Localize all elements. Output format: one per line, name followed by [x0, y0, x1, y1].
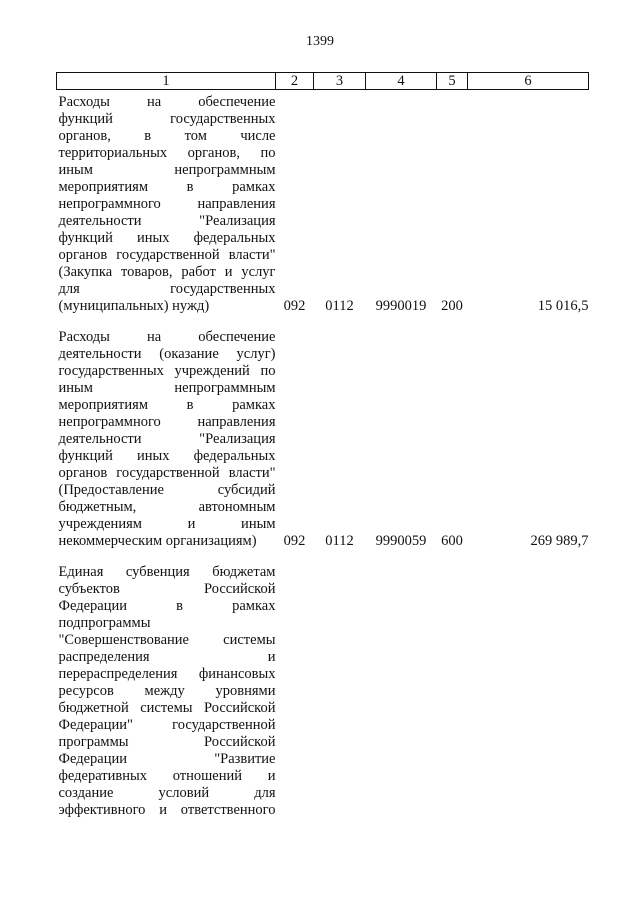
- expense-type-code: 200: [441, 298, 463, 314]
- table-row: [57, 560, 589, 819]
- description-line: перераспределения финансовых: [58, 666, 276, 682]
- table-row: [57, 90, 589, 316]
- description-line: для государственных: [58, 281, 276, 297]
- description-line: "Совершенствование системы: [58, 632, 276, 648]
- description-line: подпрограммы: [58, 615, 151, 631]
- section-code: 0112: [325, 533, 354, 549]
- description-line: создание условий для: [58, 785, 276, 801]
- expense-type-code: [437, 560, 468, 819]
- description-line: органов государственной власти": [58, 465, 276, 481]
- description-line: органов, в том числе: [58, 128, 276, 144]
- description-line: непрограммного направления: [58, 196, 276, 212]
- description-line: программы Российской: [58, 734, 276, 750]
- description-line: федеративных отношений и: [58, 768, 276, 784]
- description-line: иным непрограммным: [58, 380, 276, 396]
- table-header-row: [57, 73, 589, 90]
- amount-value: [468, 560, 589, 819]
- amount-value: 15 016,5: [537, 298, 589, 314]
- description-line: Федерации "Развитие: [58, 751, 276, 767]
- target-code: 9990059: [375, 533, 427, 549]
- column-header-target: 4: [366, 73, 437, 90]
- target-code: 9990019: [375, 298, 427, 314]
- description-line: государственных учреждений по: [58, 363, 276, 379]
- description-line: (муниципальных) нужд): [58, 298, 210, 314]
- row-description: [57, 90, 276, 316]
- description-line: Расходы на обеспечение: [58, 94, 276, 110]
- description-line: деятельности (оказание услуг): [58, 346, 276, 362]
- description-line: Федерации в рамках: [58, 598, 276, 614]
- description-line: функций иных федеральных: [58, 230, 276, 246]
- row-description: [57, 325, 276, 550]
- description-line: ресурсов между уровнями: [58, 683, 276, 699]
- ministry-code: [276, 560, 314, 819]
- description-line: функций иных федеральных: [58, 448, 276, 464]
- description-line: Федерации" государственной: [58, 717, 276, 733]
- column-header-description: 1: [57, 73, 276, 90]
- row-description: [57, 560, 276, 819]
- description-line: бюджетным, автономным: [58, 499, 276, 515]
- budget-table: [56, 72, 589, 819]
- description-line: субъектов Российской: [58, 581, 276, 597]
- description-line: (Предоставление субсидий: [58, 482, 276, 498]
- description-line: территориальных органов, по: [58, 145, 276, 161]
- expense-type-code: 600: [441, 533, 463, 549]
- section-code: [314, 560, 366, 819]
- description-line: функций государственных: [58, 111, 276, 127]
- description-line: учреждениям и иным: [58, 516, 276, 532]
- description-line: эффективного и ответственного: [58, 802, 276, 818]
- column-header-ministry: 2: [276, 73, 314, 90]
- ministry-code: 092: [283, 298, 306, 314]
- description-line: некоммерческим организациям): [58, 533, 257, 549]
- description-line: Единая субвенция бюджетам: [58, 564, 276, 580]
- description-line: распределения и: [58, 649, 276, 665]
- page-number: 1399: [306, 34, 334, 49]
- amount-value: 269 989,7: [530, 533, 589, 549]
- column-header-amount: 6: [468, 73, 589, 90]
- description-line: (Закупка товаров, работ и услуг: [58, 264, 276, 280]
- column-header-section: 3: [314, 73, 366, 90]
- row-spacer: [57, 315, 589, 325]
- description-line: деятельности "Реализация: [58, 431, 276, 447]
- row-spacer: [57, 550, 589, 560]
- description-line: Расходы на обеспечение: [58, 329, 276, 345]
- column-header-expense-type: 5: [437, 73, 468, 90]
- section-code: 0112: [325, 298, 354, 314]
- description-line: непрограммного направления: [58, 414, 276, 430]
- target-code: [366, 560, 437, 819]
- table-row: [57, 325, 589, 550]
- description-line: мероприятиям в рамках: [58, 179, 276, 195]
- ministry-code: 092: [283, 533, 306, 549]
- description-line: мероприятиям в рамках: [58, 397, 276, 413]
- description-line: деятельности "Реализация: [58, 213, 276, 229]
- description-line: иным непрограммным: [58, 162, 276, 178]
- description-line: органов государственной власти": [58, 247, 276, 263]
- description-line: бюджетной системы Российской: [58, 700, 276, 716]
